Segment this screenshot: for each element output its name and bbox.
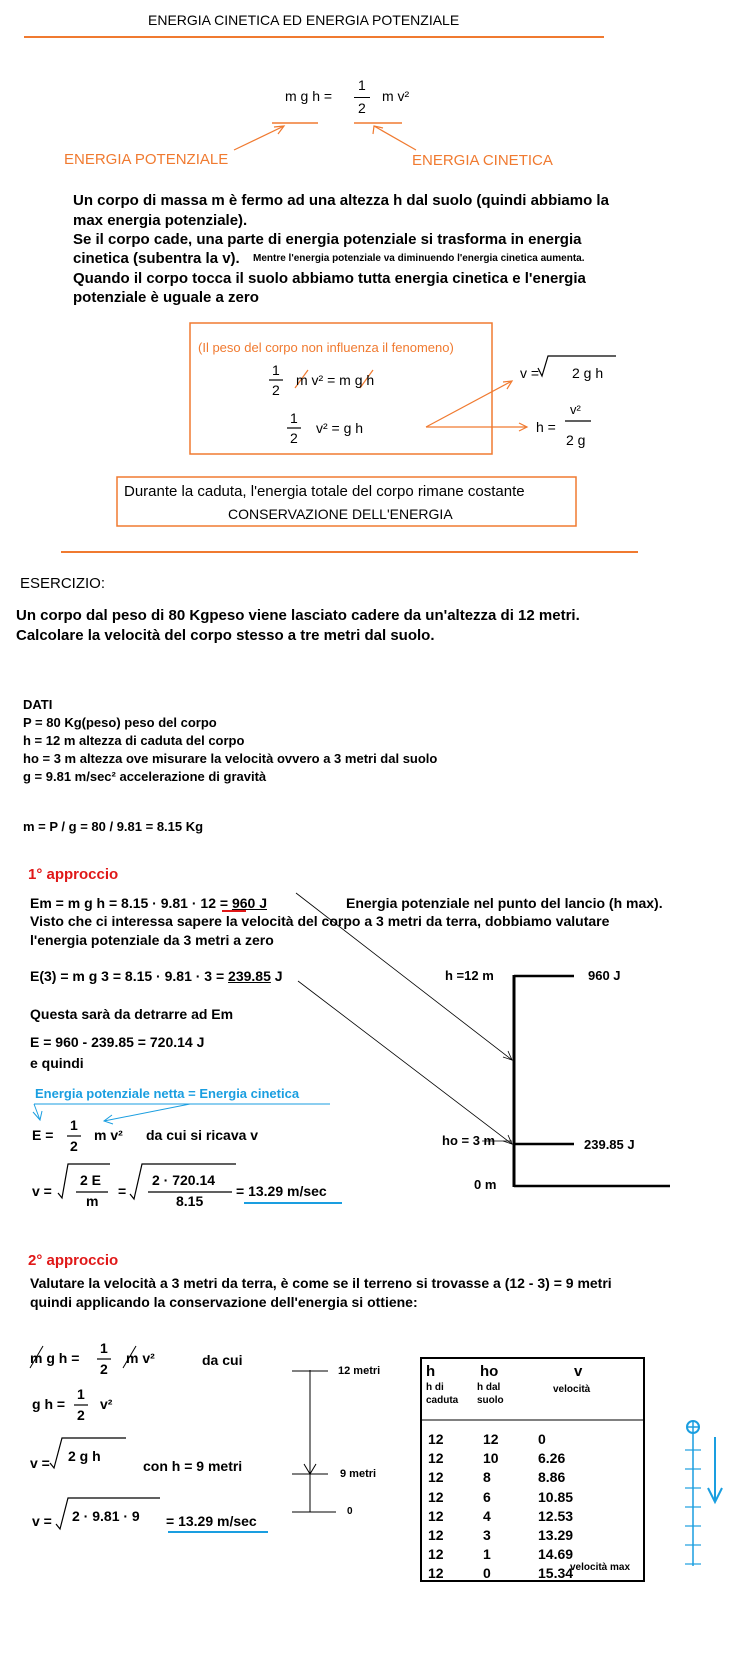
e3-value: 239.85 [228,968,271,984]
approach1-v-eq: = [118,1183,127,1199]
approach2-eq3-lhs: v = [30,1455,50,1471]
table-cell: 14.69 [538,1546,574,1563]
approach2-eq4-result: = 13.29 m/sec [166,1513,257,1529]
formula-main-bar [354,97,370,98]
table-cell: 1 [483,1546,491,1563]
approach2-eq1-rest: m v² [126,1350,155,1366]
table-header-v: v [574,1363,583,1380]
approach2-eq1-den: 2 [100,1361,108,1377]
explanation-line-5: Quando il corpo tocca il suolo abbiamo tutta energia cinetica e l'energia [73,270,586,287]
explanation-line-1: Un corpo di massa m è fermo ad una altezza h dal suolo (quindi abbiamo la [73,192,609,209]
table-header-v-sub1: velocità [553,1384,591,1395]
diagram2-bottom-label: 0 [347,1506,353,1517]
approach1-e3-line [30,968,283,984]
table-cell: 0 [538,1431,546,1447]
approach1-v-num2: 2 · 720.14 [152,1172,216,1188]
table-cell: 12 [428,1527,444,1543]
approach1-line-2: Visto che ci interessa sapere la velocità del corpo a 3 metri da terra, dobbiamo valutare [30,913,610,929]
formula-main-den: 2 [358,100,366,116]
table-cell: 12 [428,1450,444,1467]
approach2-title: 2° approccio [28,1252,119,1269]
table-cell: 12 [428,1565,444,1582]
box2-line-1: Durante la caduta, l'energia totale del corpo rimane costante [124,483,525,500]
approach2-eq3-cond: con h = 9 metri [143,1458,243,1474]
table-cell: 8.86 [538,1469,566,1486]
table-cell: 0 [483,1565,491,1582]
table-cell: 4 [483,1507,491,1524]
exercise-text-1: Un corpo dal peso di 80 Kgpeso viene lasciato cadere da un'altezza di 12 metri. [16,607,580,624]
box1-eq1-rest: m v² = m g h [296,372,375,388]
box1-h-lhs: h = [536,419,556,435]
approach2-eq2-num: 1 [77,1386,85,1402]
em-12: 12 [200,895,216,911]
approach1-em-desc: Energia potenziale nel punto del lancio (h max). [346,895,663,911]
approach1-detract: Questa sarà da detrarre ad Em [30,1006,234,1022]
approach2-da-cui: da cui [202,1352,243,1368]
table-cell: 12 [428,1507,444,1524]
approach1-v-lhs: v = [32,1183,52,1199]
diagram1-ho-energy: 239.85 J [584,1137,635,1152]
page-title: ENERGIA CINETICA ED ENERGIA POTENZIALE [148,12,460,28]
approach1-v-num1: 2 E [80,1172,102,1188]
diagram2-top-label: 12 metri [338,1365,381,1377]
explanation-line-3: Se il corpo cade, una parte di energia potenziale si trasforma in energia [73,231,582,248]
table-cell: 8 [483,1469,491,1486]
explanation-line-6: potenziale è uguale a zero [73,289,259,306]
box1-eq1-den: 2 [272,382,280,398]
approach1-e-rest: m v² [94,1127,123,1143]
table-cell: 12 [428,1546,444,1563]
approach2-line-2: quindi applicando la conservazione dell'energia si ottiene: [30,1294,418,1310]
table-header-ho: ho [480,1363,499,1380]
formula-main-lhs: m g h = [285,88,333,104]
em-prefix: Em = m g h = 8.15 · 9.81 · [30,895,201,911]
box1-h-num: v² [570,402,581,417]
approach2-eq4-lhs: v = [32,1513,52,1529]
table-cell: 10.85 [538,1488,574,1505]
potential-arrow [234,126,284,150]
box1-v-lhs: v = [520,365,540,381]
dati-title: DATI [23,697,53,712]
table-cell: 15.34 [538,1565,574,1582]
dati-g: g = 9.81 m/sec² accelerazione di gravità [23,769,267,784]
table-max-note: velocità max [570,1562,631,1573]
table-cell: 12 [483,1431,499,1447]
table-cell: 12.53 [538,1507,574,1524]
e3-prefix: E(3) = m g 3 = 8.15 · 9.81 · 3 = [30,968,229,984]
exercise-heading: ESERCIZIO: [20,575,106,592]
table-cell: 12 [428,1488,444,1505]
kinetic-arrow [374,126,416,150]
approach2-eq1-num: 1 [100,1340,108,1356]
diagram1-h-label: h =12 m [445,968,494,983]
explanation-line-2: max energia potenziale). [73,212,248,229]
approach1-blue-note: Energia potenziale netta = Energia cinetica [35,1086,300,1101]
approach1-v-result: = 13.29 m/sec [236,1183,327,1199]
approach2-eq1-lhs: m g h = [30,1350,80,1366]
table-header-ho-sub2: suolo [477,1395,504,1406]
table-cell: 6 [483,1488,491,1505]
approach1-em-line [30,895,267,911]
box1-note: (Il peso del corpo non influenza il fenomeno) [198,340,454,355]
approach1-v-den2: 8.15 [176,1193,204,1209]
table-cell: 10 [483,1450,499,1467]
approach2-eq2-den: 2 [77,1407,85,1423]
label-kinetic-energy: ENERGIA CINETICA [412,152,553,169]
approach2-eq4-radicand: 2 · 9.81 · 9 [72,1508,140,1524]
approach2-eq3-radicand: 2 g h [68,1448,101,1464]
box1-h-den: 2 g [566,432,586,448]
table-header-h: h [426,1363,436,1380]
exercise-text-2: Calcolare la velocità del corpo stesso a tre metri dal suolo. [16,627,435,644]
box1-eq1-num: 1 [272,362,280,378]
table-cell: 12 [428,1431,444,1447]
em-eq: = [215,895,232,911]
approach1-line-3: l'energia potenziale da 3 metri a zero [30,932,274,948]
table-cell: 13.29 [538,1527,574,1543]
table-cell: 6.26 [538,1450,566,1467]
approach1-e-desc: da cui si ricava v [146,1127,259,1143]
box1-eq2-den: 2 [290,430,298,446]
table-header-ho-sub1: h dal [477,1382,501,1393]
dati-p: P = 80 Kg(peso) peso del corpo [23,715,217,730]
formula-main-num: 1 [358,77,366,93]
table-header-h-sub1: h di [426,1382,444,1393]
dati-h: h = 12 m altezza di caduta del corpo [23,733,245,748]
e3-unit: J [270,968,283,984]
label-potential-energy: ENERGIA POTENZIALE [64,151,229,168]
table-cell: 3 [483,1527,491,1543]
approach1-v-den1: m [86,1193,99,1209]
box2-line-2: CONSERVAZIONE DELL'ENERGIA [228,506,453,522]
approach1-title: 1° approccio [28,866,119,883]
approach2-eq2-lhs: g h = [32,1396,66,1412]
velocity-table-border [421,1358,644,1581]
formula-main-rhs: m v² [382,88,410,104]
diagram1-ho-label: ho = 3 m [442,1133,496,1148]
approach1-e-num: 1 [70,1117,78,1133]
approach1-quindi: e quindi [30,1055,84,1071]
table-header-h-sub2: caduta [426,1395,459,1406]
approach2-line-1: Valutare la velocità a 3 metri da terra, è come se il terreno si trovasse a (12 - 3) = 9 metri [30,1275,612,1291]
box1-eq2-rest: v² = g h [316,420,364,436]
diagram1-h-energy: 960 J [588,968,621,983]
approach1-e-lhs: E = [32,1127,54,1143]
box1-v-radicand: 2 g h [572,365,604,381]
table-cell: 12 [428,1469,444,1486]
approach1-e-den: 2 [70,1138,78,1154]
approach1-e-calc: E = 960 - 239.85 = 720.14 J [30,1034,205,1050]
box1-eq2-num: 1 [290,410,298,426]
explanation-line-4a: cinetica (subentra la v). [73,250,240,267]
explanation-line-4b: Mentre l'energia potenziale va diminuendo l'energia cinetica aumenta. [253,253,585,264]
diagram2-mid-label: 9 metri [340,1468,377,1480]
approach2-eq2-rest: v² [100,1396,113,1412]
em-960: 960 J [231,895,267,911]
dati-m: m = P / g = 80 / 9.81 = 8.15 Kg [23,819,204,834]
diagram1-zero-label: 0 m [474,1177,497,1192]
dati-ho: ho = 3 m altezza ove misurare la velocità ovvero a 3 metri dal suolo [23,751,438,766]
